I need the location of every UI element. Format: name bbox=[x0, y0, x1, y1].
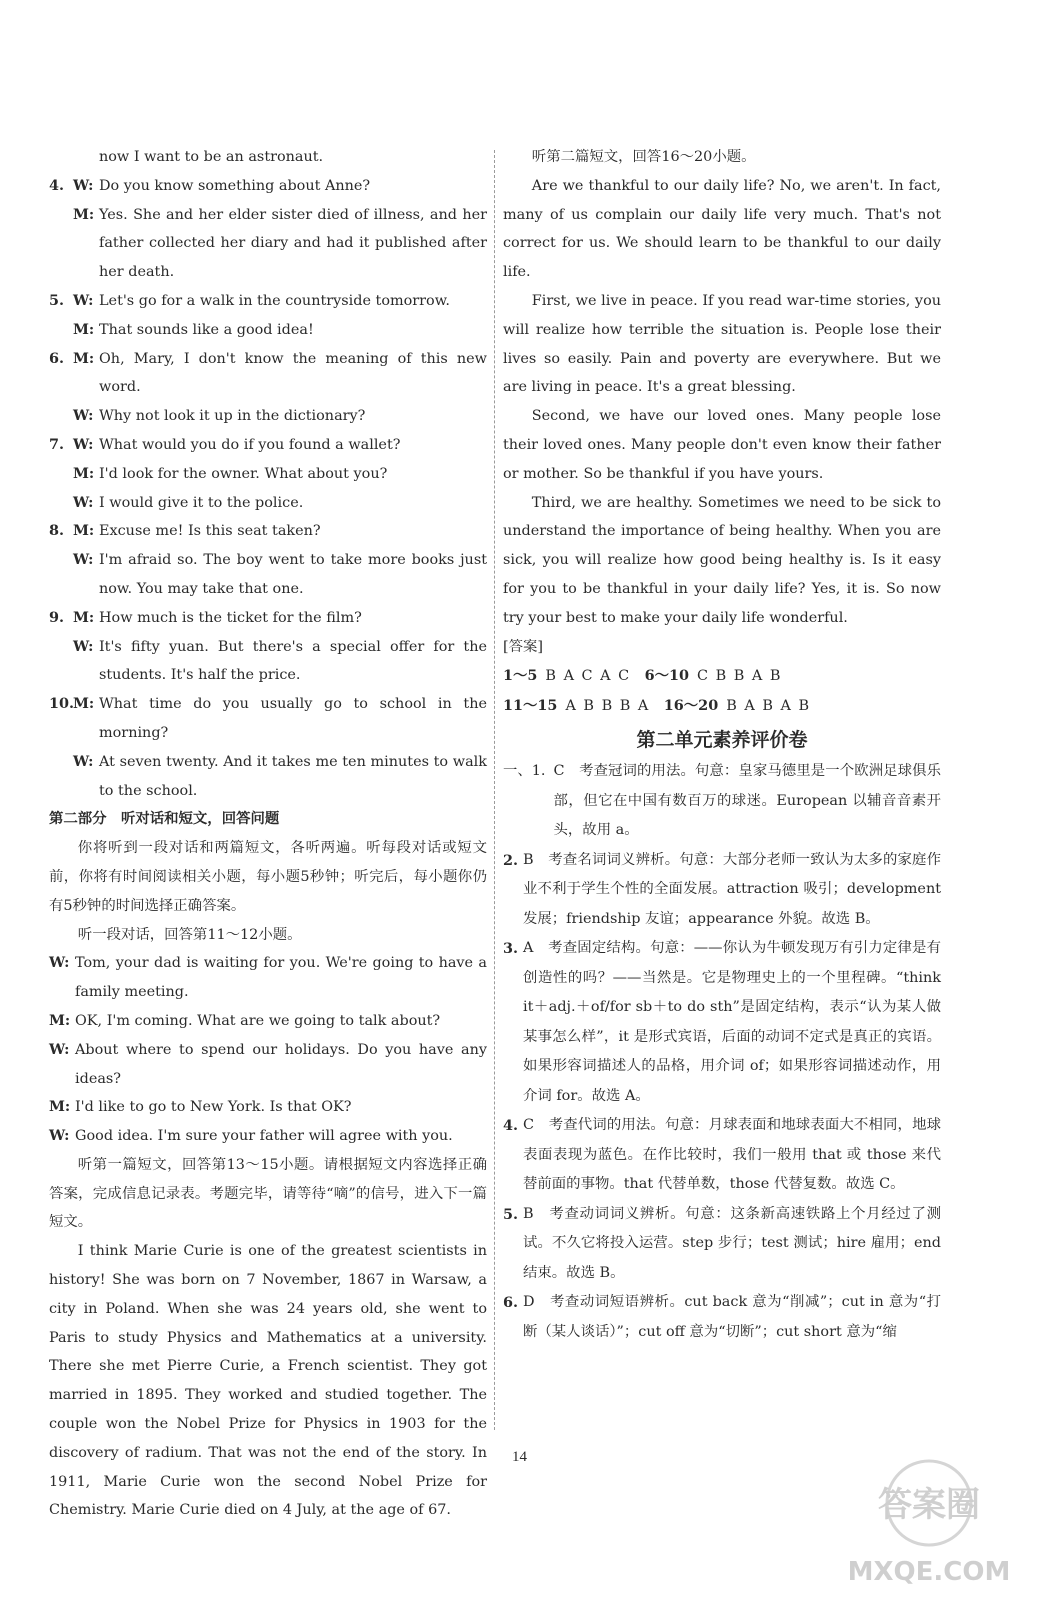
explanation-number: 2. bbox=[503, 851, 519, 869]
dialog-text: Let's go for a walk in the countryside tomorrow. bbox=[99, 292, 450, 309]
speaker-label: M: bbox=[49, 1098, 71, 1116]
passage2-intro: 听第二篇短文，回答16～20小题。 bbox=[531, 149, 756, 165]
speaker-label: W: bbox=[73, 752, 94, 770]
column-divider bbox=[494, 150, 495, 1430]
part2-intro: 你将听到一段对话和两篇短文，各听两遍。听每段对话或短文前，你将有时间阅读相关小题，每小题5秒钟；听完后，每小题你仍有5秒钟的时间选择正确答案。 bbox=[49, 840, 487, 914]
dialog-line bbox=[49, 546, 487, 604]
explanation-number: 4. bbox=[503, 1117, 519, 1135]
speaker-label: M: bbox=[73, 464, 95, 482]
explanation-text: C 考查冠词的用法。句意：皇家马德里是一个欧洲足球俱乐部，但它在中国有数百万的球迷。European 以辅音音素开头，故用 a。 bbox=[553, 763, 941, 839]
answer-row bbox=[503, 661, 941, 691]
question-number: 6. bbox=[49, 349, 65, 367]
svg-text:答案圈: 答案圈 bbox=[878, 1485, 980, 1525]
speaker-label: W: bbox=[73, 551, 94, 569]
speaker-label: M: bbox=[73, 608, 95, 626]
dialog-11-12 bbox=[49, 949, 487, 1151]
left-column bbox=[49, 143, 487, 1525]
speaker-label: W: bbox=[73, 176, 94, 194]
dialog-text: Oh, Mary, I don't know the meaning of this new word. bbox=[99, 350, 487, 396]
dialog-text: Excuse me! Is this seat taken? bbox=[99, 523, 321, 540]
question-number bbox=[49, 316, 73, 345]
explanation-item bbox=[503, 846, 941, 935]
speaker-label: W: bbox=[73, 637, 94, 655]
answer-letters: B A B A B bbox=[726, 698, 811, 715]
speaker-label: M: bbox=[49, 1011, 71, 1029]
explanation-text: D 考查动词短语辨析。cut back 意为“削减”；cut in 意为“打断（某人谈话）”；cut off 意为“切断”；cut short 意为“缩 bbox=[523, 1294, 941, 1340]
dialog-line bbox=[49, 1036, 487, 1094]
dialog-text: That sounds like a good idea! bbox=[99, 321, 314, 338]
speaker-label: M: bbox=[73, 205, 95, 223]
dialog-line bbox=[49, 1122, 487, 1151]
speaker-label: W: bbox=[73, 435, 94, 453]
speaker-label: W: bbox=[73, 493, 94, 511]
explanation-text: B 考查动词词义辨析。句意：这条新高速铁路上个月经过了测试。不久它将投入运营。step 步行；test 测试；hire 雇用；end 结束。故选 B。 bbox=[523, 1205, 941, 1281]
explanation-list bbox=[503, 757, 941, 1347]
question-number bbox=[49, 546, 73, 604]
speaker-label: M: bbox=[73, 320, 95, 338]
question-number: 10. bbox=[49, 695, 75, 713]
explanation-item bbox=[503, 1200, 941, 1289]
dialog-text: Do you know something about Anne? bbox=[99, 177, 371, 194]
explanation-text: A 考查固定结构。句意：——你认为牛顿发现万有引力定律是有创造性的吗？——当然是。它是物理史上的一个里程碑。“think it＋adj.＋of/for sb＋to do sth”是固定结构，表示“认为某人做某事怎么样”，it 是形式宾语，后面的动词不定式是真正的宾语。如果形容词描述人的品格，用介词 of；如果形容词描述动作，用介词 for。故选 A。 bbox=[523, 940, 941, 1104]
passage2-paragraph: Are we thankful to our daily life? No, we aren't. In fact, many of us complain our daily life very much. That's not correct for us. We should learn to be thankful to our daily life. bbox=[503, 177, 941, 281]
dialog-text: At seven twenty. And it takes me ten minutes to walk to the school. bbox=[99, 753, 487, 799]
dialog-text: About where to spend our holidays. Do you have any ideas? bbox=[75, 1041, 487, 1087]
dialog-line bbox=[49, 748, 487, 806]
dialog-line bbox=[49, 604, 487, 633]
answer-letters: A B B B A bbox=[565, 698, 650, 715]
passage1-intro: 听第一篇短文，回答第13～15小题。请根据短文内容选择正确答案，完成信息记录表。考题完毕，请等待“嘀”的信号，进入下一篇短文。 bbox=[49, 1156, 487, 1231]
question-number bbox=[49, 201, 73, 287]
dialog-line bbox=[49, 345, 487, 403]
answer-label: [答案] bbox=[503, 638, 544, 655]
dialog-list bbox=[49, 172, 487, 806]
watermark-logo bbox=[829, 1448, 1029, 1598]
passage2-text bbox=[503, 172, 941, 633]
explanation-item bbox=[503, 934, 941, 1111]
explanation-item bbox=[503, 757, 941, 846]
speaker-label: W: bbox=[49, 954, 70, 972]
explanation-text: C 考查代词的用法。句意：月球表面和地球表面大不相同，地球表面表现为蓝色。在作比较时，我们一般用 that 或 those 来代替前面的事物。that 代替单数，those 代替复数。故选 C。 bbox=[523, 1117, 941, 1193]
dialog-line bbox=[49, 172, 487, 201]
dialog-line bbox=[49, 1007, 487, 1036]
dialog-text: OK, I'm coming. What are we going to talk about? bbox=[75, 1012, 441, 1029]
svg-text:MXQE.COM: MXQE.COM bbox=[847, 1557, 1011, 1587]
question-number: 8. bbox=[49, 522, 65, 540]
passage1-text: I think Marie Curie is one of the greatest scientists in history! She was born on 7 November, 1867 in Warsaw, a city in Poland. When she was 24 years old, she went to Paris to study Physics and Mathematics at a university. There she met Pierre Curie, a French scientist. They got married in 1895. They worked and studied together. The couple won the Nobel Prize for Physics in 1903 for the discovery of radium. That was not the end of the story. In 1911, Marie Curie won the second Nobel Prize for Chemistry. Marie Curie died on 4 July, at the age of 67. bbox=[49, 1243, 487, 1519]
speaker-label: W: bbox=[49, 1040, 70, 1058]
dialog-line bbox=[49, 316, 487, 345]
right-column bbox=[503, 143, 941, 1347]
dialog-line bbox=[49, 1093, 487, 1122]
explanation-item bbox=[503, 1111, 941, 1200]
question-number: 4. bbox=[49, 176, 65, 194]
explanation-item bbox=[503, 1288, 941, 1347]
question-number bbox=[49, 402, 73, 431]
answer-row bbox=[503, 691, 941, 721]
dialog-text: How much is the ticket for the film? bbox=[99, 609, 362, 626]
speaker-label: W: bbox=[73, 407, 94, 425]
dialog-line bbox=[49, 402, 487, 431]
question-number bbox=[49, 489, 73, 518]
question-number: 9. bbox=[49, 608, 65, 626]
dialog-text: Yes. She and her elder sister died of illness, and her father collected her diary and had it published after her death. bbox=[99, 206, 487, 281]
answer-range: 16～20 bbox=[663, 697, 719, 715]
dialog-text: It's fifty yuan. But there's a special offer for the students. It's half the price. bbox=[99, 638, 487, 684]
dialog-text: Tom, your dad is waiting for you. We're going to have a family meeting. bbox=[75, 955, 487, 1001]
explanation-text: B 考查名词词义辨析。句意：大部分老师一致认为太多的家庭作业不利于学生个性的全面发展。attraction 吸引；development 发展；friendship 友谊；appearance 外貌。故选 B。 bbox=[523, 851, 941, 927]
dialog-line bbox=[49, 489, 487, 518]
speaker-label: M: bbox=[73, 522, 95, 540]
answer-letters: B A C A C bbox=[545, 668, 631, 685]
unit-title: 第二单元素养评价卷 bbox=[636, 729, 808, 752]
dialog-line bbox=[49, 633, 487, 691]
explanation-number: 5. bbox=[503, 1205, 519, 1223]
passage2-paragraph: First, we live in peace. If you read war-time stories, you will realize how terrible the situation is. People lose their lives so easily. Pain and poverty are everywhere. But we are living in peace. It's a great blessing. bbox=[503, 292, 941, 396]
answer-letters: C B B A B bbox=[697, 668, 782, 685]
dialog-continuation: now I want to be an astronaut. bbox=[99, 149, 324, 165]
dialog-text: I'd look for the owner. What about you? bbox=[99, 465, 388, 482]
speaker-label: M: bbox=[73, 349, 95, 367]
question-number: 7. bbox=[49, 435, 65, 453]
speaker-label: W: bbox=[73, 291, 94, 309]
dialog-line bbox=[49, 201, 487, 287]
explanation-number: 6. bbox=[503, 1294, 519, 1312]
dialog-line bbox=[49, 287, 487, 316]
dialog-line bbox=[49, 431, 487, 460]
speaker-label: W: bbox=[49, 1127, 70, 1145]
page-number: 14 bbox=[512, 1449, 527, 1465]
dialog-line bbox=[49, 690, 487, 748]
dialog-text: I'm afraid so. The boy went to take more books just now. You may take that one. bbox=[99, 552, 487, 597]
question-number bbox=[49, 633, 73, 691]
dialog-line bbox=[49, 517, 487, 546]
part2-heading: 第二部分 听对话和短文，回答问题 bbox=[49, 811, 280, 828]
explanation-number: 一、1. bbox=[503, 763, 546, 780]
answer-range: 11～15 bbox=[503, 697, 558, 715]
dialog-text: I would give it to the police. bbox=[99, 494, 304, 511]
dialog-text: I'd like to go to New York. Is that OK? bbox=[75, 1099, 352, 1116]
passage2-paragraph: Third, we are healthy. Sometimes we need to be sick to understand the importance of being healthy. When you are sick, you will realize how good being healthy is. Is it easy for you to be thankful in your daily life? Yes, it is. So now try your best to make your daily life wonderful. bbox=[503, 494, 941, 626]
speaker-label: M: bbox=[73, 695, 95, 713]
dialog-text: Why not look it up in the dictionary? bbox=[99, 408, 366, 425]
question-number: 5. bbox=[49, 291, 65, 309]
answer-key bbox=[503, 661, 941, 721]
dialog-text: What would you do if you found a wallet? bbox=[99, 436, 401, 453]
question-number bbox=[49, 748, 73, 806]
explanation-number: 3. bbox=[503, 940, 519, 958]
dialog-text: What time do you usually go to school in the morning? bbox=[99, 696, 487, 741]
passage2-paragraph: Second, we have our loved ones. Many people lose their loved ones. Many people don't even know their father or mother. So be thankful if you have yours. bbox=[503, 408, 941, 482]
dialog-line bbox=[49, 460, 487, 489]
answer-range: 6～10 bbox=[644, 667, 690, 685]
dialog-text: Good idea. I'm sure your father will agree with you. bbox=[75, 1128, 453, 1145]
dialog-line bbox=[49, 949, 487, 1007]
answer-range: 1～5 bbox=[503, 667, 538, 685]
question-number bbox=[49, 460, 73, 489]
dialog11-intro: 听一段对话，回答第11～12小题。 bbox=[77, 926, 302, 943]
